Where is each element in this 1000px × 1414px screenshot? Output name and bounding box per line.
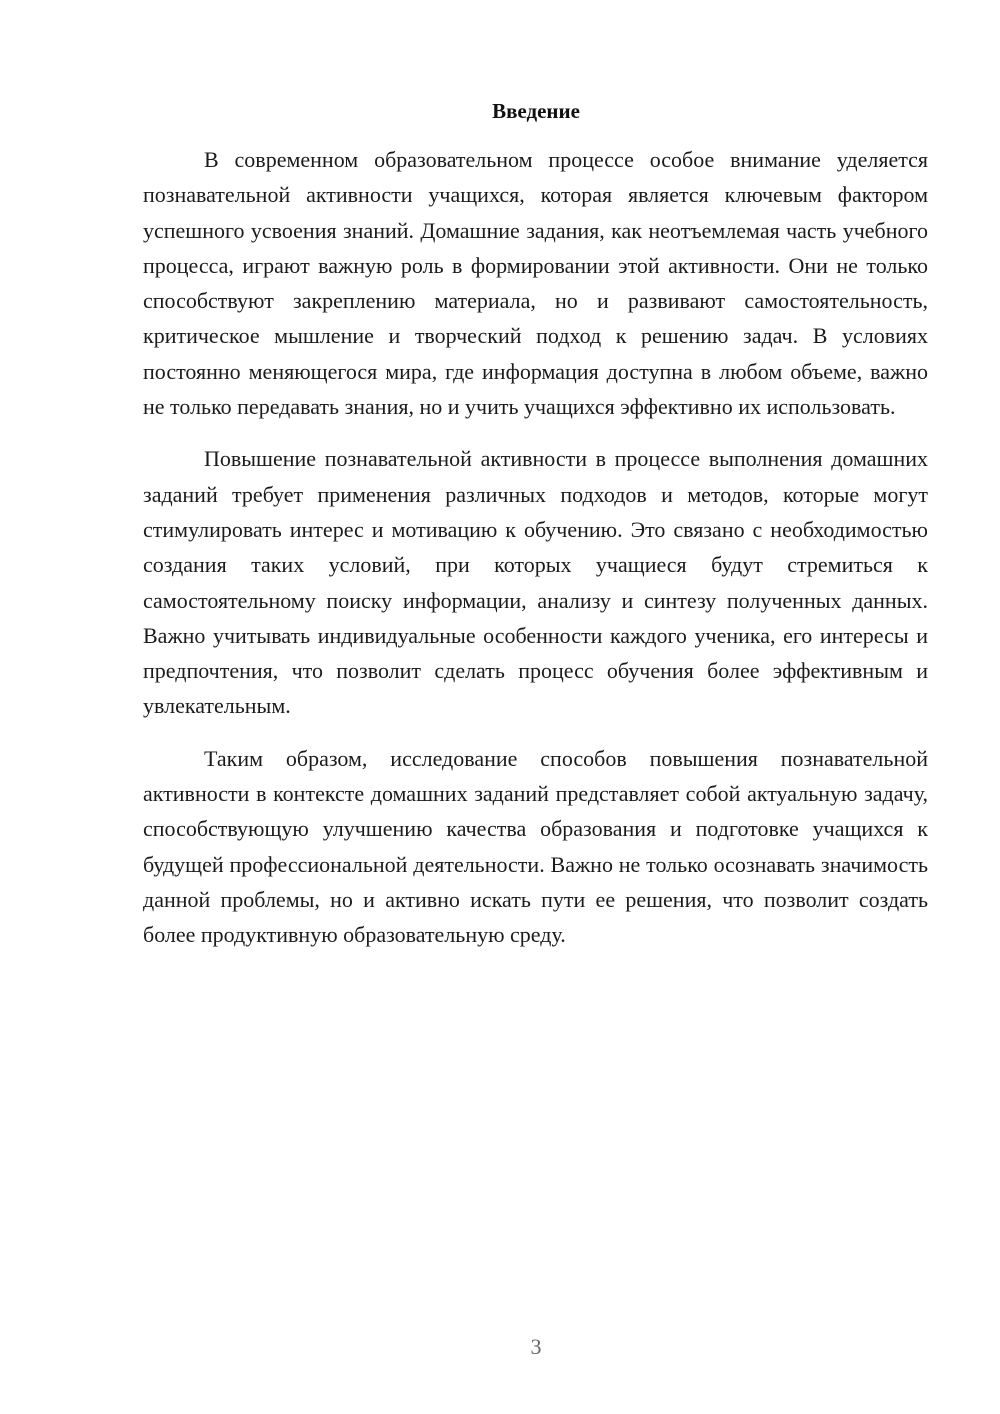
page-number: 3 — [530, 1334, 542, 1359]
paragraph-1: В современном образовательном процессе особое внимание уделяется познавательной активности учащихся, которая является ключевым фактором успешного усвоения знаний. Домашние задания, как неотъемлемая часть учебного процесса, играют важную роль в формировании этой активности. Они не только способствуют закреплению материала, но и развивают самостоятельность, критическое мышление и творческий подход к решению задач. В условиях постоянно меняющегося мира, где информация доступна в любом объеме, важно не только передавать знания, но и учить учащихся эффективно их использовать. — [143, 147, 928, 420]
section-title: Введение — [492, 99, 580, 123]
paragraph-3: Таким образом, исследование способов повышения познавательной активности в контексте домашних заданий представляет собой актуальную задачу, способствующую улучшению качества образования и подготовке учащихся к будущей профессиональной деятельности. Важно не только осознавать значимость данной проблемы, но и активно искать пути ее решения, что позволит создать более продуктивную образовательную среду. — [143, 745, 928, 948]
body-text — [143, 142, 928, 970]
paragraph-2: Повышение познавательной активности в процессе выполнения домашних заданий требует применения различных подходов и методов, которые могут стимулировать интерес и мотивацию к обучению. Это связано с необходимостью создания таких условий, при которых учащиеся будут стремиться к самостоятельному поиску информации, анализу и синтезу полученных данных. Важно учитывать индивидуальные особенности каждого ученика, его интересы и предпочтения, что позволит сделать процесс обучения более эффективным и увлекательным. — [143, 446, 928, 719]
